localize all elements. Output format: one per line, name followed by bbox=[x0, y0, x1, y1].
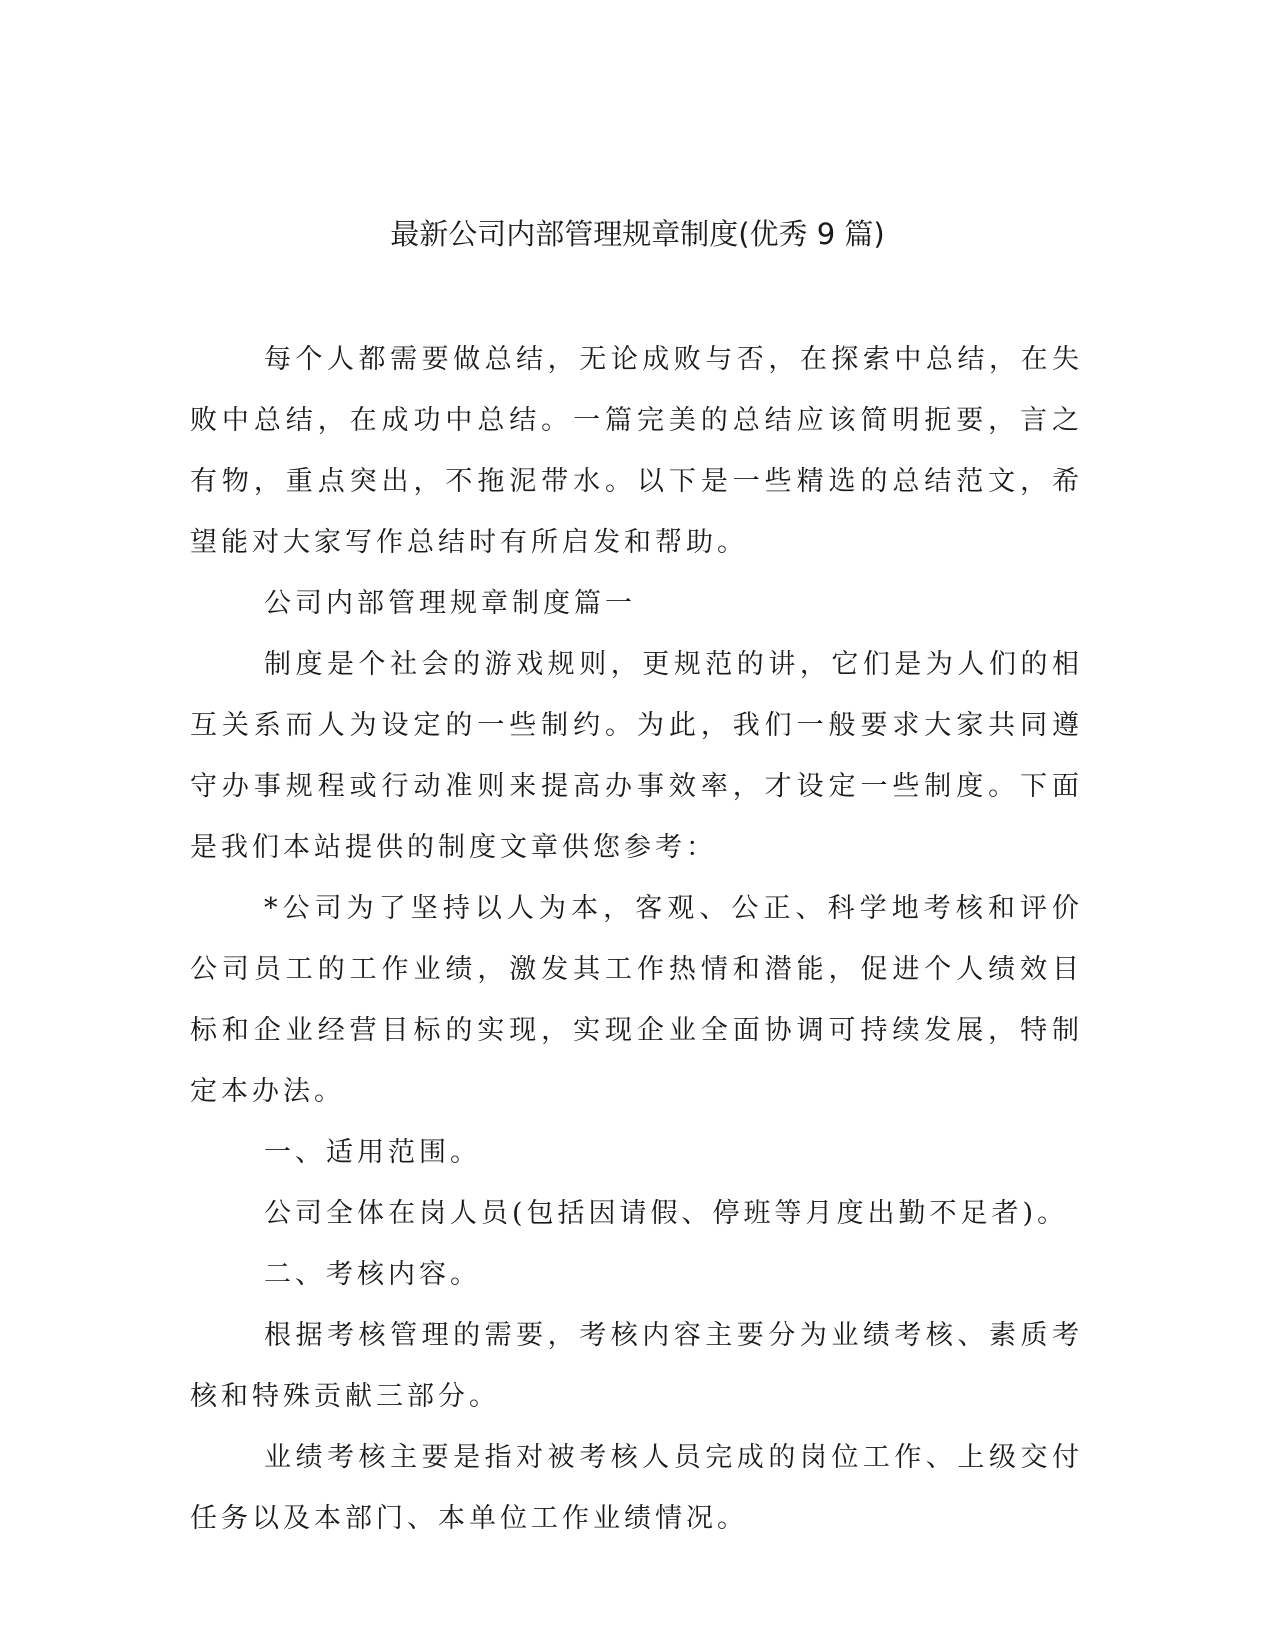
document-title: 最新公司内部管理规章制度(优秀 9 篇) bbox=[390, 217, 885, 251]
paragraph-content: 根据考核管理的需要，考核内容主要分为业绩考核、素质考核和特殊贡献三部分。 bbox=[190, 1320, 1083, 1412]
section-heading-scope: 一、适用范围。 bbox=[264, 1137, 481, 1168]
section-heading-content: 二、考核内容。 bbox=[264, 1259, 481, 1290]
paragraph-performance: 业绩考核主要是指对被考核人员完成的岗位工作、上级交付任务以及本部门、本单位工作业绩情况。 bbox=[190, 1442, 1083, 1534]
paragraph-system-definition: 制度是个社会的游戏规则，更规范的讲，它们是为人们的相互关系而人为设定的一些制约。为此，我们一般要求大家共同遵守办事规程或行动准则来提高办事效率，才设定一些制度。下面是我们本站提供的制度文章供您参考： bbox=[190, 649, 1083, 863]
paragraph-purpose: *公司为了坚持以人为本，客观、公正、科学地考核和评价公司员工的工作业绩，激发其工作热情和潜能，促进个人绩效目标和企业经营目标的实现，实现企业全面协调可持续发展，特制定本办法。 bbox=[190, 893, 1083, 1107]
section-heading-part-one: 公司内部管理规章制度篇一 bbox=[264, 588, 636, 619]
paragraph-intro: 每个人都需要做总结，无论成败与否，在探索中总结，在失败中总结，在成功中总结。一篇完美的总结应该简明扼要，言之有物，重点突出，不拖泥带水。以下是一些精选的总结范文，希望能对大家写作总结时有所启发和帮助。 bbox=[190, 344, 1083, 558]
paragraph-scope: 公司全体在岗人员(包括因请假、停班等月度出勤不足者)。 bbox=[264, 1198, 1069, 1229]
document-body bbox=[190, 329, 1083, 1549]
